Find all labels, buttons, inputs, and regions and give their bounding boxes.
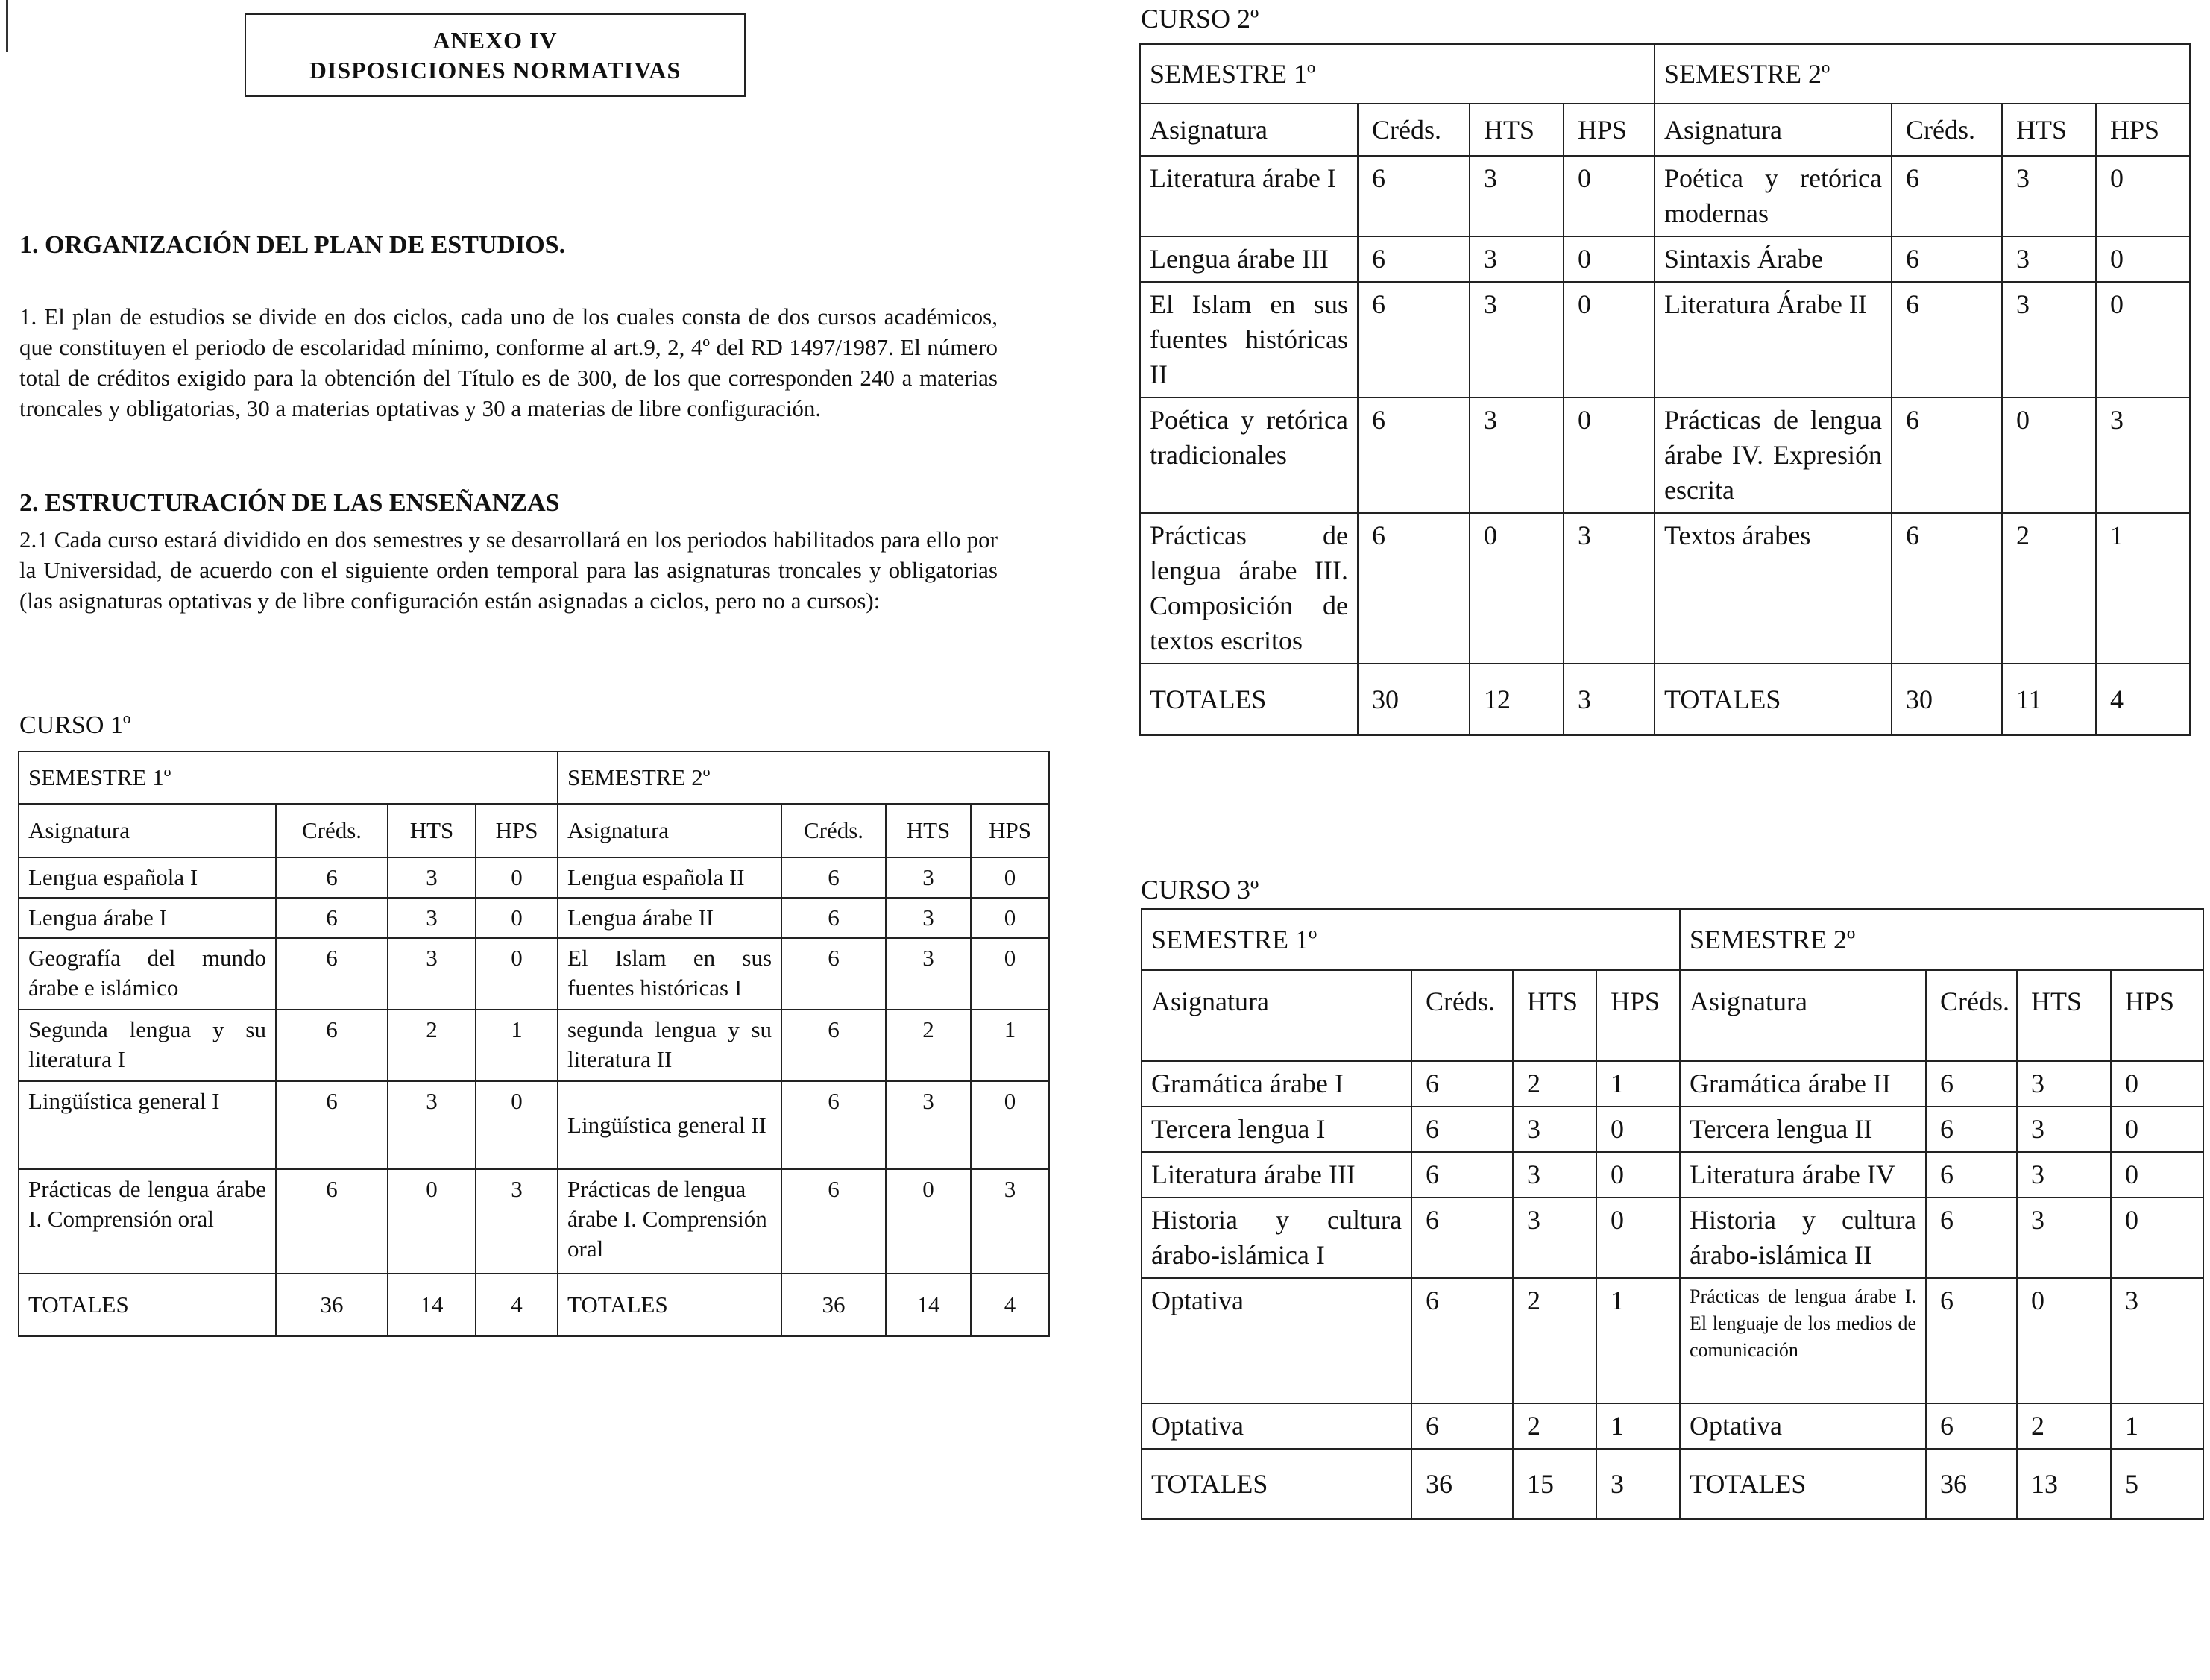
totals-creds: 30 — [1358, 664, 1470, 735]
subject-cell: Literatura árabe I — [1140, 156, 1358, 236]
hts-cell: 2 — [2002, 513, 2096, 664]
creds-cell: 6 — [1411, 1278, 1513, 1403]
creds-cell: 6 — [1358, 397, 1470, 513]
subject-cell: Historia y cultura árabo-islámica I — [1142, 1198, 1411, 1278]
col-hps: HPS — [2096, 104, 2190, 156]
curso3-sem2-header: SEMESTRE 2º — [1680, 909, 2203, 970]
subject-cell: Sintaxis Árabe — [1655, 236, 1892, 282]
creds-cell: 6 — [781, 938, 886, 1010]
totals-hts: 11 — [2002, 664, 2096, 735]
creds-cell: 6 — [781, 858, 886, 898]
hps-cell: 0 — [2111, 1061, 2203, 1107]
curso1-table — [18, 751, 1050, 1337]
subject-cell: Literatura árabe IV — [1680, 1152, 1926, 1198]
subject-cell: Textos árabes — [1655, 513, 1892, 664]
col-asignatura: Asignatura — [1140, 104, 1358, 156]
totals-row — [19, 1274, 1049, 1336]
hts-cell: 3 — [388, 938, 476, 1010]
hts-cell: 3 — [1470, 236, 1564, 282]
hps-cell: 3 — [2096, 397, 2190, 513]
totals-hts: 15 — [1513, 1449, 1596, 1519]
hts-cell: 2 — [2017, 1403, 2111, 1449]
col-creds: Créds. — [1411, 970, 1513, 1061]
hts-cell: 3 — [886, 858, 971, 898]
creds-cell: 6 — [276, 1169, 388, 1274]
hps-cell: 0 — [1564, 156, 1655, 236]
hps-cell: 0 — [971, 938, 1049, 1010]
column-header-row — [19, 804, 1049, 858]
table-row — [19, 938, 1049, 1010]
totals-hps: 4 — [2096, 664, 2190, 735]
table-row — [1142, 1061, 2203, 1107]
creds-cell: 6 — [1892, 513, 2002, 664]
creds-cell: 6 — [1411, 1198, 1513, 1278]
curso3-table — [1141, 908, 2204, 1520]
subject-cell: Lengua española II — [558, 858, 781, 898]
hps-cell: 0 — [476, 938, 558, 1010]
hts-cell: 0 — [2002, 397, 2096, 513]
totals-hps: 3 — [1596, 1449, 1680, 1519]
curso1-sem2-header: SEMESTRE 2º — [558, 752, 1049, 804]
subject-cell: Prácticas de lengua árabe IV. Expresión escrita — [1655, 397, 1892, 513]
subject-cell: Gramática árabe I — [1142, 1061, 1411, 1107]
totals-label: TOTALES — [1655, 664, 1892, 735]
semester-row — [1140, 44, 2190, 104]
semester-row — [19, 752, 1049, 804]
table-row — [1140, 397, 2190, 513]
subject-cell: Lingüística general II — [558, 1081, 781, 1169]
table-row — [19, 1169, 1049, 1274]
hts-cell: 0 — [886, 1169, 971, 1274]
totals-creds: 30 — [1892, 664, 2002, 735]
subject-cell: Gramática árabe II — [1680, 1061, 1926, 1107]
table-row — [1140, 282, 2190, 397]
table-row — [1140, 156, 2190, 236]
totals-hts: 14 — [886, 1274, 971, 1336]
subject-cell: Prácticas de lengua árabe I. Comprensión oral — [558, 1169, 781, 1274]
hps-cell: 1 — [2111, 1403, 2203, 1449]
hps-cell: 3 — [476, 1169, 558, 1274]
hps-cell: 3 — [971, 1169, 1049, 1274]
hps-cell: 1 — [476, 1010, 558, 1081]
hps-cell: 0 — [1596, 1107, 1680, 1152]
hts-cell: 3 — [886, 898, 971, 938]
totals-label: TOTALES — [1142, 1449, 1411, 1519]
hps-cell: 0 — [971, 1081, 1049, 1169]
totals-creds: 36 — [1411, 1449, 1513, 1519]
hts-cell: 3 — [1470, 282, 1564, 397]
creds-cell: 6 — [276, 858, 388, 898]
col-hts: HTS — [886, 804, 971, 858]
hts-cell: 2 — [1513, 1403, 1596, 1449]
subject-cell: Literatura árabe III — [1142, 1152, 1411, 1198]
subject-cell: Segunda lengua y su literatura I — [19, 1010, 276, 1081]
creds-cell: 6 — [1892, 156, 2002, 236]
creds-cell: 6 — [1411, 1061, 1513, 1107]
totals-creds: 36 — [1926, 1449, 2017, 1519]
subject-cell: Tercera lengua II — [1680, 1107, 1926, 1152]
creds-cell: 6 — [1926, 1152, 2017, 1198]
hts-cell: 3 — [1470, 397, 1564, 513]
creds-cell: 6 — [1411, 1107, 1513, 1152]
creds-cell: 6 — [1926, 1061, 2017, 1107]
hps-cell: 0 — [2111, 1107, 2203, 1152]
totals-label: TOTALES — [1680, 1449, 1926, 1519]
margin-line — [6, 0, 8, 52]
hts-cell: 3 — [388, 858, 476, 898]
col-hps: HPS — [2111, 970, 2203, 1061]
subject-cell: Lengua árabe I — [19, 898, 276, 938]
subject-cell: Lengua árabe II — [558, 898, 781, 938]
curso1-sem1-header: SEMESTRE 1º — [19, 752, 558, 804]
creds-cell: 6 — [1926, 1278, 2017, 1403]
col-creds: Créds. — [1926, 970, 2017, 1061]
subject-cell: Lingüística general I — [19, 1081, 276, 1169]
curso3-label: CURSO 3º — [1141, 875, 1259, 905]
annex-title-box — [245, 13, 746, 97]
col-asignatura: Asignatura — [19, 804, 276, 858]
creds-cell: 6 — [1892, 236, 2002, 282]
table-row — [1142, 1198, 2203, 1278]
hps-cell: 0 — [476, 858, 558, 898]
subject-cell: segunda lengua y su literatura II — [558, 1010, 781, 1081]
section2-paragraph: 2.1 Cada curso estará dividido en dos semestres y se desarrollará en los periodos habilitados para ello por la Universidad, de acuerdo con el siguiente orden temporal para las asignaturas troncales y obligatorias (las asignaturas optativas y de libre configuración están asignadas a ciclos, pero no a cursos): — [19, 526, 998, 614]
curso2-sem2-header: SEMESTRE 2º — [1655, 44, 2190, 104]
subject-cell: Poética y retórica tradicionales — [1140, 397, 1358, 513]
curso2-label: CURSO 2º — [1141, 4, 1259, 34]
annex-title: ANEXO IV — [432, 27, 558, 54]
totals-hts: 13 — [2017, 1449, 2111, 1519]
subject-cell: Geografía del mundo árabe e islámico — [19, 938, 276, 1010]
hps-cell: 1 — [1596, 1061, 1680, 1107]
subject-cell: Lengua española I — [19, 858, 276, 898]
creds-cell: 6 — [781, 1081, 886, 1169]
creds-cell: 6 — [1892, 397, 2002, 513]
creds-cell: 6 — [1926, 1107, 2017, 1152]
col-hts: HTS — [1513, 970, 1596, 1061]
hts-cell: 2 — [1513, 1061, 1596, 1107]
creds-cell: 6 — [1358, 513, 1470, 664]
curso1-label: CURSO 1º — [19, 711, 131, 739]
hts-cell: 0 — [388, 1169, 476, 1274]
col-asignatura: Asignatura — [1680, 970, 1926, 1061]
hps-cell: 1 — [1596, 1403, 1680, 1449]
curso2-sem1-header: SEMESTRE 1º — [1140, 44, 1655, 104]
hps-cell: 0 — [2111, 1152, 2203, 1198]
creds-cell: 6 — [1892, 282, 2002, 397]
creds-cell: 6 — [1926, 1198, 2017, 1278]
table-row — [19, 1081, 1049, 1169]
subject-cell: Lengua árabe III — [1140, 236, 1358, 282]
hts-cell: 3 — [2002, 156, 2096, 236]
table-row — [19, 858, 1049, 898]
subject-cell: El Islam en sus fuentes históricas II — [1140, 282, 1358, 397]
table-row — [1140, 236, 2190, 282]
table-row — [1142, 1278, 2203, 1403]
column-header-row — [1140, 104, 2190, 156]
table-row — [1142, 1403, 2203, 1449]
creds-cell: 6 — [1926, 1403, 2017, 1449]
col-creds: Créds. — [781, 804, 886, 858]
creds-cell: 6 — [276, 898, 388, 938]
table-row — [19, 1010, 1049, 1081]
col-creds: Créds. — [276, 804, 388, 858]
annex-subtitle: DISPOSICIONES NORMATIVAS — [309, 57, 681, 84]
hps-cell: 1 — [971, 1010, 1049, 1081]
subject-cell: Prácticas de lengua árabe I. El lenguaje de los medios de comunicación — [1680, 1278, 1926, 1403]
table-row — [1142, 1107, 2203, 1152]
totals-label: TOTALES — [19, 1274, 276, 1336]
subject-cell: Optativa — [1142, 1278, 1411, 1403]
subject-cell: El Islam en sus fuentes históricas I — [558, 938, 781, 1010]
col-hps: HPS — [1596, 970, 1680, 1061]
creds-cell: 6 — [1411, 1152, 1513, 1198]
col-hts: HTS — [1470, 104, 1564, 156]
hps-cell: 1 — [1596, 1278, 1680, 1403]
hps-cell: 0 — [971, 858, 1049, 898]
column-header-row — [1142, 970, 2203, 1061]
creds-cell: 6 — [276, 938, 388, 1010]
hts-cell: 2 — [388, 1010, 476, 1081]
hps-cell: 3 — [2111, 1278, 2203, 1403]
hts-cell: 3 — [1513, 1198, 1596, 1278]
hps-cell: 0 — [971, 898, 1049, 938]
hts-cell: 3 — [1513, 1152, 1596, 1198]
table-row — [1140, 513, 2190, 664]
hts-cell: 3 — [2017, 1061, 2111, 1107]
totals-hps: 3 — [1564, 664, 1655, 735]
hts-cell: 3 — [2017, 1198, 2111, 1278]
hps-cell: 0 — [476, 1081, 558, 1169]
hts-cell: 0 — [2017, 1278, 2111, 1403]
creds-cell: 6 — [1358, 282, 1470, 397]
creds-cell: 6 — [1358, 236, 1470, 282]
hps-cell: 0 — [1564, 236, 1655, 282]
subject-cell: Optativa — [1680, 1403, 1926, 1449]
hps-cell: 0 — [2111, 1198, 2203, 1278]
totals-hts: 14 — [388, 1274, 476, 1336]
col-hts: HTS — [2002, 104, 2096, 156]
subject-cell: Optativa — [1142, 1403, 1411, 1449]
totals-label: TOTALES — [558, 1274, 781, 1336]
subject-cell: Literatura Árabe II — [1655, 282, 1892, 397]
creds-cell: 6 — [781, 1010, 886, 1081]
totals-label: TOTALES — [1140, 664, 1358, 735]
totals-hps: 4 — [476, 1274, 558, 1336]
subject-cell: Tercera lengua I — [1142, 1107, 1411, 1152]
totals-creds: 36 — [781, 1274, 886, 1336]
hts-cell: 3 — [1513, 1107, 1596, 1152]
subject-cell: Poética y retórica modernas — [1655, 156, 1892, 236]
totals-creds: 36 — [276, 1274, 388, 1336]
col-hps: HPS — [971, 804, 1049, 858]
creds-cell: 6 — [1411, 1403, 1513, 1449]
col-hts: HTS — [388, 804, 476, 858]
hts-cell: 3 — [2017, 1152, 2111, 1198]
hps-cell: 0 — [2096, 282, 2190, 397]
hts-cell: 3 — [2017, 1107, 2111, 1152]
hps-cell: 0 — [1596, 1152, 1680, 1198]
section1-heading: 1. ORGANIZACIÓN DEL PLAN DE ESTUDIOS. — [19, 231, 566, 259]
totals-row — [1140, 664, 2190, 735]
totals-hps: 4 — [971, 1274, 1049, 1336]
section1-paragraph: 1. El plan de estudios se divide en dos ciclos, cada uno de los cuales consta de dos cursos académicos, que constituyen el periodo de escolaridad mínimo, conforme al art.9, 2, 4º del RD 1497/1987. El número total de créditos exigido para la obtención del Título es de 300, de los que corresponden 240 a materias troncales y obligatorias, 30 a materias optativas y 30 a materias de libre configuración. — [19, 303, 998, 421]
hps-cell: 0 — [2096, 236, 2190, 282]
semester-row — [1142, 909, 2203, 970]
creds-cell: 6 — [276, 1081, 388, 1169]
table-row — [1142, 1152, 2203, 1198]
col-creds: Créds. — [1892, 104, 2002, 156]
col-asignatura: Asignatura — [558, 804, 781, 858]
hps-cell: 0 — [476, 898, 558, 938]
hts-cell: 3 — [2002, 236, 2096, 282]
hts-cell: 3 — [388, 898, 476, 938]
col-hps: HPS — [476, 804, 558, 858]
hts-cell: 3 — [886, 1081, 971, 1169]
curso2-table — [1139, 43, 2191, 736]
totals-hts: 12 — [1470, 664, 1564, 735]
subject-cell: Prácticas de lengua árabe I. Comprensión oral — [19, 1169, 276, 1274]
section2-heading: 2. ESTRUCTURACIÓN DE LAS ENSEÑANZAS — [19, 489, 560, 517]
creds-cell: 6 — [1358, 156, 1470, 236]
hps-cell: 0 — [1564, 282, 1655, 397]
hps-cell: 0 — [2096, 156, 2190, 236]
hts-cell: 2 — [1513, 1278, 1596, 1403]
hps-cell: 3 — [1564, 513, 1655, 664]
subject-cell: Prácticas de lengua árabe III. Composición de textos escritos — [1140, 513, 1358, 664]
hts-cell: 3 — [388, 1081, 476, 1169]
col-hps: HPS — [1564, 104, 1655, 156]
hts-cell: 0 — [1470, 513, 1564, 664]
hps-cell: 0 — [1596, 1198, 1680, 1278]
totals-hps: 5 — [2111, 1449, 2203, 1519]
hts-cell: 3 — [1470, 156, 1564, 236]
hps-cell: 0 — [1564, 397, 1655, 513]
totals-row — [1142, 1449, 2203, 1519]
subject-cell: Historia y cultura árabo-islámica II — [1680, 1198, 1926, 1278]
creds-cell: 6 — [781, 898, 886, 938]
curso3-sem1-header: SEMESTRE 1º — [1142, 909, 1680, 970]
table-row — [19, 898, 1049, 938]
col-asignatura: Asignatura — [1655, 104, 1892, 156]
col-hts: HTS — [2017, 970, 2111, 1061]
hts-cell: 3 — [886, 938, 971, 1010]
col-asignatura: Asignatura — [1142, 970, 1411, 1061]
col-creds: Créds. — [1358, 104, 1470, 156]
hts-cell: 2 — [886, 1010, 971, 1081]
hts-cell: 3 — [2002, 282, 2096, 397]
creds-cell: 6 — [781, 1169, 886, 1274]
hps-cell: 1 — [2096, 513, 2190, 664]
creds-cell: 6 — [276, 1010, 388, 1081]
